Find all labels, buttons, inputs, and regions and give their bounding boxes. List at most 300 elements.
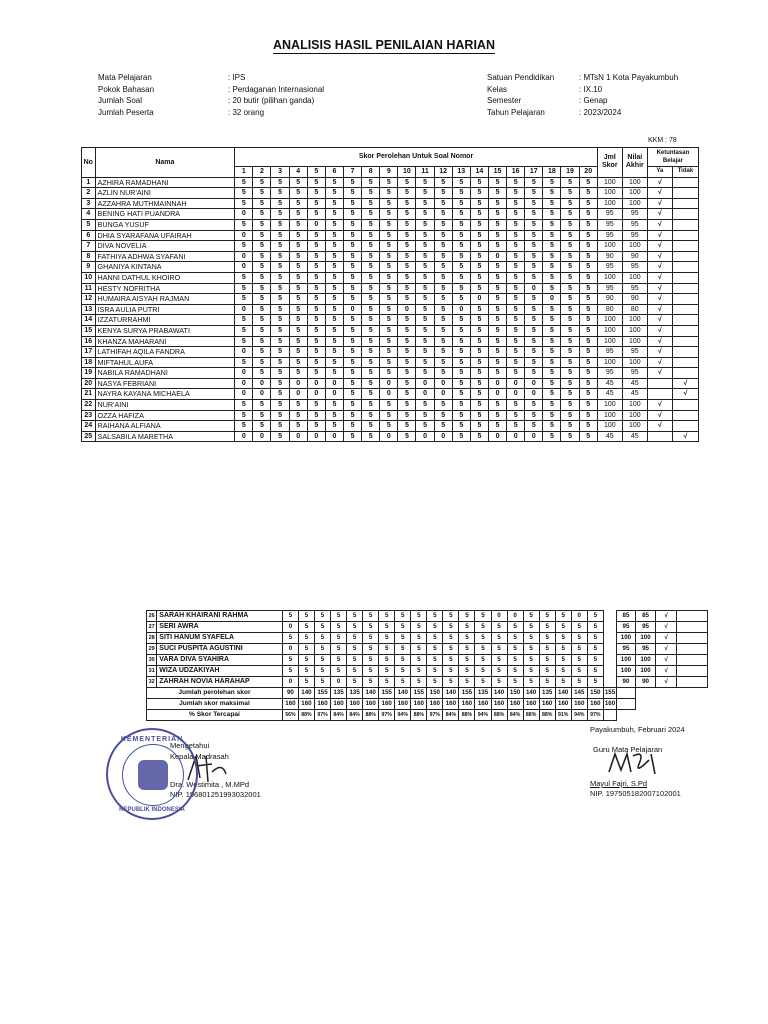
header-soal-9: 9 [380,167,398,178]
summary-spacer [656,699,677,710]
score-cell: 5 [543,283,561,294]
nilai-akhir: 100 [622,188,647,199]
check-ya-icon [647,431,672,442]
score-cell: 5 [434,272,452,283]
score-cell: 5 [271,368,289,379]
table-row [147,666,708,677]
score-cell: 5 [507,209,525,220]
score-cell: 5 [561,400,579,411]
score-cell: 5 [579,389,597,400]
jml-skor: 90 [597,294,622,305]
score-cell: 5 [235,219,253,230]
student-name: BENING HATI PUANDRA [95,209,235,220]
table-row [82,347,699,358]
score-cell: 5 [543,304,561,315]
table-row [82,241,699,252]
guru-name: Mayul Fajri, S.Pd [590,779,648,788]
score-cell: 5 [253,368,271,379]
row-no: 31 [147,666,157,677]
score-cell: 5 [282,655,298,666]
score-cell: 5 [470,262,488,273]
score-cell: 5 [416,315,434,326]
kkm-label: KKM : 78 [648,137,677,144]
score-cell: 5 [347,611,363,622]
score-cell: 5 [347,622,363,633]
score-cell: 5 [525,251,543,262]
score-cell: 5 [507,251,525,262]
summary-cell: 140 [555,688,571,699]
score-cell: 5 [561,410,579,421]
score-cell: 5 [253,283,271,294]
check-tidak-icon [676,666,707,677]
score-cell: 5 [325,177,343,188]
student-name: SUCI PUSPITA AGUSTINI [157,644,283,655]
score-cell: 5 [380,368,398,379]
summary-cell: 97% [314,710,330,721]
score-cell: 5 [314,655,330,666]
score-cell: 5 [362,378,380,389]
score-cell: 5 [289,421,307,432]
score-cell: 5 [271,219,289,230]
score-cell: 0 [434,378,452,389]
score-cell: 5 [443,633,459,644]
summary-spacer [617,710,636,721]
info-row [487,107,678,119]
score-cell: 5 [362,209,380,220]
score-cell: 5 [543,400,561,411]
score-cell: 5 [347,677,363,688]
score-cell: 0 [507,611,523,622]
student-name: RAIHANA ALFIANA [95,421,235,432]
score-cell: 5 [416,325,434,336]
score-cell: 5 [525,241,543,252]
score-cell: 5 [470,188,488,199]
score-cell: 5 [561,431,579,442]
score-cell: 5 [395,666,411,677]
score-cell: 5 [452,357,470,368]
score-cell: 0 [235,378,253,389]
score-cell: 5 [253,325,271,336]
score-cell: 5 [343,315,361,326]
score-cell: 5 [587,666,603,677]
student-name: LATHIFAH AQILA FANDRA [95,347,235,358]
score-cell: 5 [331,644,347,655]
score-cell: 5 [416,198,434,209]
score-cell: 5 [325,241,343,252]
score-cell: 5 [561,283,579,294]
row-no: 7 [82,241,96,252]
table-row [147,655,708,666]
score-cell: 5 [452,230,470,241]
score-cell: 0 [452,304,470,315]
nilai-akhir: 95 [622,368,647,379]
score-cell: 5 [571,677,587,688]
score-cell: 5 [543,241,561,252]
score-cell: 5 [235,315,253,326]
header-soal-8: 8 [362,167,380,178]
summary-cell: 88% [459,710,475,721]
score-cell: 5 [325,315,343,326]
row-no: 2 [82,188,96,199]
summary-cell: 140 [298,688,314,699]
summary-cell: 160 [587,699,603,710]
score-cell: 5 [470,325,488,336]
score-cell: 5 [543,378,561,389]
score-cell: 5 [561,198,579,209]
score-cell: 5 [434,357,452,368]
nilai-akhir: 100 [622,325,647,336]
score-cell: 5 [427,611,443,622]
score-cell: 5 [470,347,488,358]
score-cell: 5 [555,677,571,688]
jml-skor: 100 [597,410,622,421]
score-cell: 5 [452,421,470,432]
row-no: 24 [82,421,96,432]
info-row [487,84,678,96]
summary-spacer [676,710,707,721]
score-cell: 5 [488,315,506,326]
score-cell: 5 [362,389,380,400]
student-name: MIFTAHUL AUFA [95,357,235,368]
info-value: : 2023/2024 [579,107,622,117]
jml-skor: 80 [597,304,622,315]
score-cell: 5 [579,421,597,432]
row-no: 9 [82,262,96,273]
score-cell: 5 [525,410,543,421]
score-cell: 5 [325,410,343,421]
score-cell: 5 [579,198,597,209]
score-cell: 5 [398,431,416,442]
score-cell: 5 [343,241,361,252]
summary-cell: 160 [347,699,363,710]
summary-cell: 94% [395,710,411,721]
score-cell: 5 [235,241,253,252]
score-cell: 5 [434,230,452,241]
score-cell: 5 [470,219,488,230]
score-cell: 5 [561,262,579,273]
check-ya-icon: √ [647,368,672,379]
score-cell: 5 [507,325,525,336]
check-ya-icon: √ [656,677,677,688]
score-cell: 5 [434,219,452,230]
score-cell: 5 [380,272,398,283]
score-cell: 5 [362,262,380,273]
score-cell: 5 [253,219,271,230]
score-cell: 5 [525,315,543,326]
score-cell: 5 [491,633,507,644]
score-cell: 0 [434,431,452,442]
info-label: Jumlah Peserta [98,107,154,117]
header-soal-6: 6 [325,167,343,178]
score-cell: 5 [434,325,452,336]
score-cell: 5 [561,219,579,230]
score-cell: 5 [555,622,571,633]
score-cell: 5 [343,283,361,294]
jml-skor: 100 [597,357,622,368]
score-cell: 5 [475,633,491,644]
check-tidak-icon [672,336,698,347]
jml-skor: 95 [617,622,636,633]
score-cell: 5 [253,272,271,283]
summary-cell: 84% [347,710,363,721]
score-cell: 5 [434,177,452,188]
nilai-akhir: 100 [622,315,647,326]
score-cell: 5 [325,368,343,379]
spacer [603,611,616,622]
score-cell: 5 [398,198,416,209]
score-cell: 5 [253,347,271,358]
score-cell: 5 [325,400,343,411]
summary-cell: 90 [282,688,298,699]
score-cell: 5 [298,644,314,655]
score-cell: 5 [543,315,561,326]
score-cell: 5 [380,230,398,241]
score-cell: 0 [416,389,434,400]
score-cell: 0 [289,378,307,389]
score-cell: 5 [314,677,330,688]
score-cell: 5 [380,410,398,421]
row-no: 30 [147,655,157,666]
spacer [603,655,616,666]
nilai-akhir: 100 [622,421,647,432]
check-tidak-icon [672,304,698,315]
summary-cell: 160 [314,699,330,710]
score-cell: 5 [289,241,307,252]
score-cell: 5 [235,336,253,347]
summary-cell: 84% [507,710,523,721]
score-cell: 5 [307,400,325,411]
student-name: HANNI DATHUL KHOIRO [95,272,235,283]
summary-cell: 155 [314,688,330,699]
score-cell: 5 [416,294,434,305]
table-row [82,262,699,273]
score-cell: 5 [470,336,488,347]
score-cell: 5 [459,655,475,666]
row-no: 4 [82,209,96,220]
summary-cell: 94% [475,710,491,721]
score-cell: 5 [488,209,506,220]
student-name: ZAHRAH NOVIA HARAHAP [157,677,283,688]
score-cell: 5 [362,368,380,379]
score-cell: 5 [362,431,380,442]
jml-skor: 95 [597,368,622,379]
row-no: 27 [147,622,157,633]
score-cell: 5 [289,262,307,273]
score-cell: 5 [307,368,325,379]
summary-cell: 97% [427,710,443,721]
summary-spacer [676,699,707,710]
student-name: IZZATURRAHMI [95,315,235,326]
row-no: 22 [82,400,96,411]
score-cell: 5 [579,230,597,241]
score-cell: 0 [235,262,253,273]
score-cell: 5 [507,272,525,283]
summary-cell: 160 [603,699,616,710]
score-cell: 0 [470,294,488,305]
score-cell: 5 [289,219,307,230]
nilai-akhir: 100 [635,666,656,677]
score-cell: 5 [470,400,488,411]
nilai-akhir: 45 [622,389,647,400]
score-cell: 5 [271,357,289,368]
score-cell: 5 [587,622,603,633]
score-cell: 5 [343,336,361,347]
score-cell: 5 [561,304,579,315]
score-cell: 5 [398,336,416,347]
score-cell: 5 [416,336,434,347]
score-cell: 5 [398,315,416,326]
score-cell: 5 [579,219,597,230]
table-row [82,294,699,305]
score-cell: 5 [362,230,380,241]
score-cell: 5 [411,611,427,622]
score-cell: 5 [416,209,434,220]
summary-cell: 135 [539,688,555,699]
nilai-akhir: 95 [622,283,647,294]
score-cell: 5 [325,262,343,273]
score-cell: 5 [523,655,539,666]
score-cell: 0 [507,431,525,442]
score-cell: 5 [398,272,416,283]
score-cell: 5 [452,336,470,347]
score-cell: 5 [307,209,325,220]
score-cell: 5 [235,272,253,283]
table-row [82,177,699,188]
check-ya-icon: √ [647,177,672,188]
info-label: Kelas [487,84,508,94]
row-no: 29 [147,644,157,655]
table-row [82,188,699,199]
score-cell: 5 [488,304,506,315]
check-tidak-icon [672,209,698,220]
info-value: : Genap [579,96,608,105]
summary-label: Jumlah perolehan skor [147,688,283,699]
score-cell: 0 [491,611,507,622]
check-ya-icon: √ [647,347,672,358]
score-cell: 5 [343,410,361,421]
score-cell: 5 [298,611,314,622]
jml-skor: 100 [617,666,636,677]
score-cell: 5 [398,188,416,199]
score-cell: 5 [561,368,579,379]
score-cell: 0 [325,431,343,442]
score-cell: 5 [507,241,525,252]
jml-skor: 95 [597,230,622,241]
table-row [82,209,699,220]
nilai-akhir: 45 [622,431,647,442]
summary-cell: 160 [298,699,314,710]
score-cell: 5 [452,389,470,400]
header-soal-20: 20 [579,167,597,178]
score-cell: 5 [289,209,307,220]
score-cell: 5 [362,177,380,188]
score-cell: 5 [314,633,330,644]
check-tidak-icon [672,272,698,283]
table-row [82,410,699,421]
info-value: : MTsN 1 Kota Payakumbuh [579,73,679,82]
table-row [82,400,699,411]
score-cell: 5 [307,188,325,199]
score-cell: 5 [507,357,525,368]
score-cell: 5 [289,315,307,326]
score-cell: 5 [235,400,253,411]
table-row [82,198,699,209]
jml-skor: 100 [617,655,636,666]
summary-cell: 160 [459,699,475,710]
summary-cell: 88% [411,710,427,721]
score-cell: 5 [307,421,325,432]
score-cell: 5 [289,230,307,241]
student-name: SALSABILA MARETHA [95,431,235,442]
student-name: BUNGA YUSUF [95,219,235,230]
score-cell: 5 [398,251,416,262]
table-row [82,251,699,262]
score-cell: 5 [380,209,398,220]
guru-nip: NIP. 197505182007102001 [590,789,681,798]
score-cell: 5 [271,230,289,241]
summary-cell: 155 [411,688,427,699]
score-cell: 5 [380,357,398,368]
score-cell: 5 [434,198,452,209]
header-soal-5: 5 [307,167,325,178]
nilai-akhir: 95 [622,347,647,358]
score-cell: 5 [362,400,380,411]
score-cell: 0 [488,378,506,389]
score-cell: 5 [398,400,416,411]
score-cell: 5 [579,368,597,379]
score-cell: 5 [475,611,491,622]
score-cell: 5 [411,633,427,644]
info-row [98,95,324,107]
score-cell: 5 [343,219,361,230]
score-cell: 5 [452,219,470,230]
jml-skor: 100 [597,336,622,347]
score-cell: 5 [543,209,561,220]
student-name: KHANZA MAHARANI [95,336,235,347]
spacer [603,633,616,644]
score-cell: 5 [253,241,271,252]
summary-cell: 94% [571,710,587,721]
nilai-akhir: 95 [622,230,647,241]
score-cell: 5 [347,633,363,644]
score-cell: 5 [475,666,491,677]
score-cell: 5 [235,198,253,209]
table-row [147,611,708,622]
summary-cell: 150 [427,688,443,699]
score-cell: 0 [398,304,416,315]
score-cell: 0 [235,251,253,262]
score-cell: 5 [314,644,330,655]
score-cell: 5 [289,283,307,294]
check-ya-icon: √ [656,666,677,677]
score-cell: 5 [434,262,452,273]
score-cell: 5 [380,400,398,411]
score-cell: 5 [561,347,579,358]
score-cell: 5 [561,209,579,220]
score-cell: 5 [289,198,307,209]
score-cell: 5 [307,325,325,336]
table-row [147,644,708,655]
score-cell: 5 [555,644,571,655]
score-cell: 5 [543,198,561,209]
summary-cell: 160 [539,699,555,710]
score-cell: 5 [416,400,434,411]
info-value: : 20 butir (pilihan ganda) [228,96,315,105]
score-cell: 5 [325,251,343,262]
summary-label: % Skor Tercapai [147,710,283,721]
score-cell: 5 [579,431,597,442]
score-cell: 5 [561,272,579,283]
